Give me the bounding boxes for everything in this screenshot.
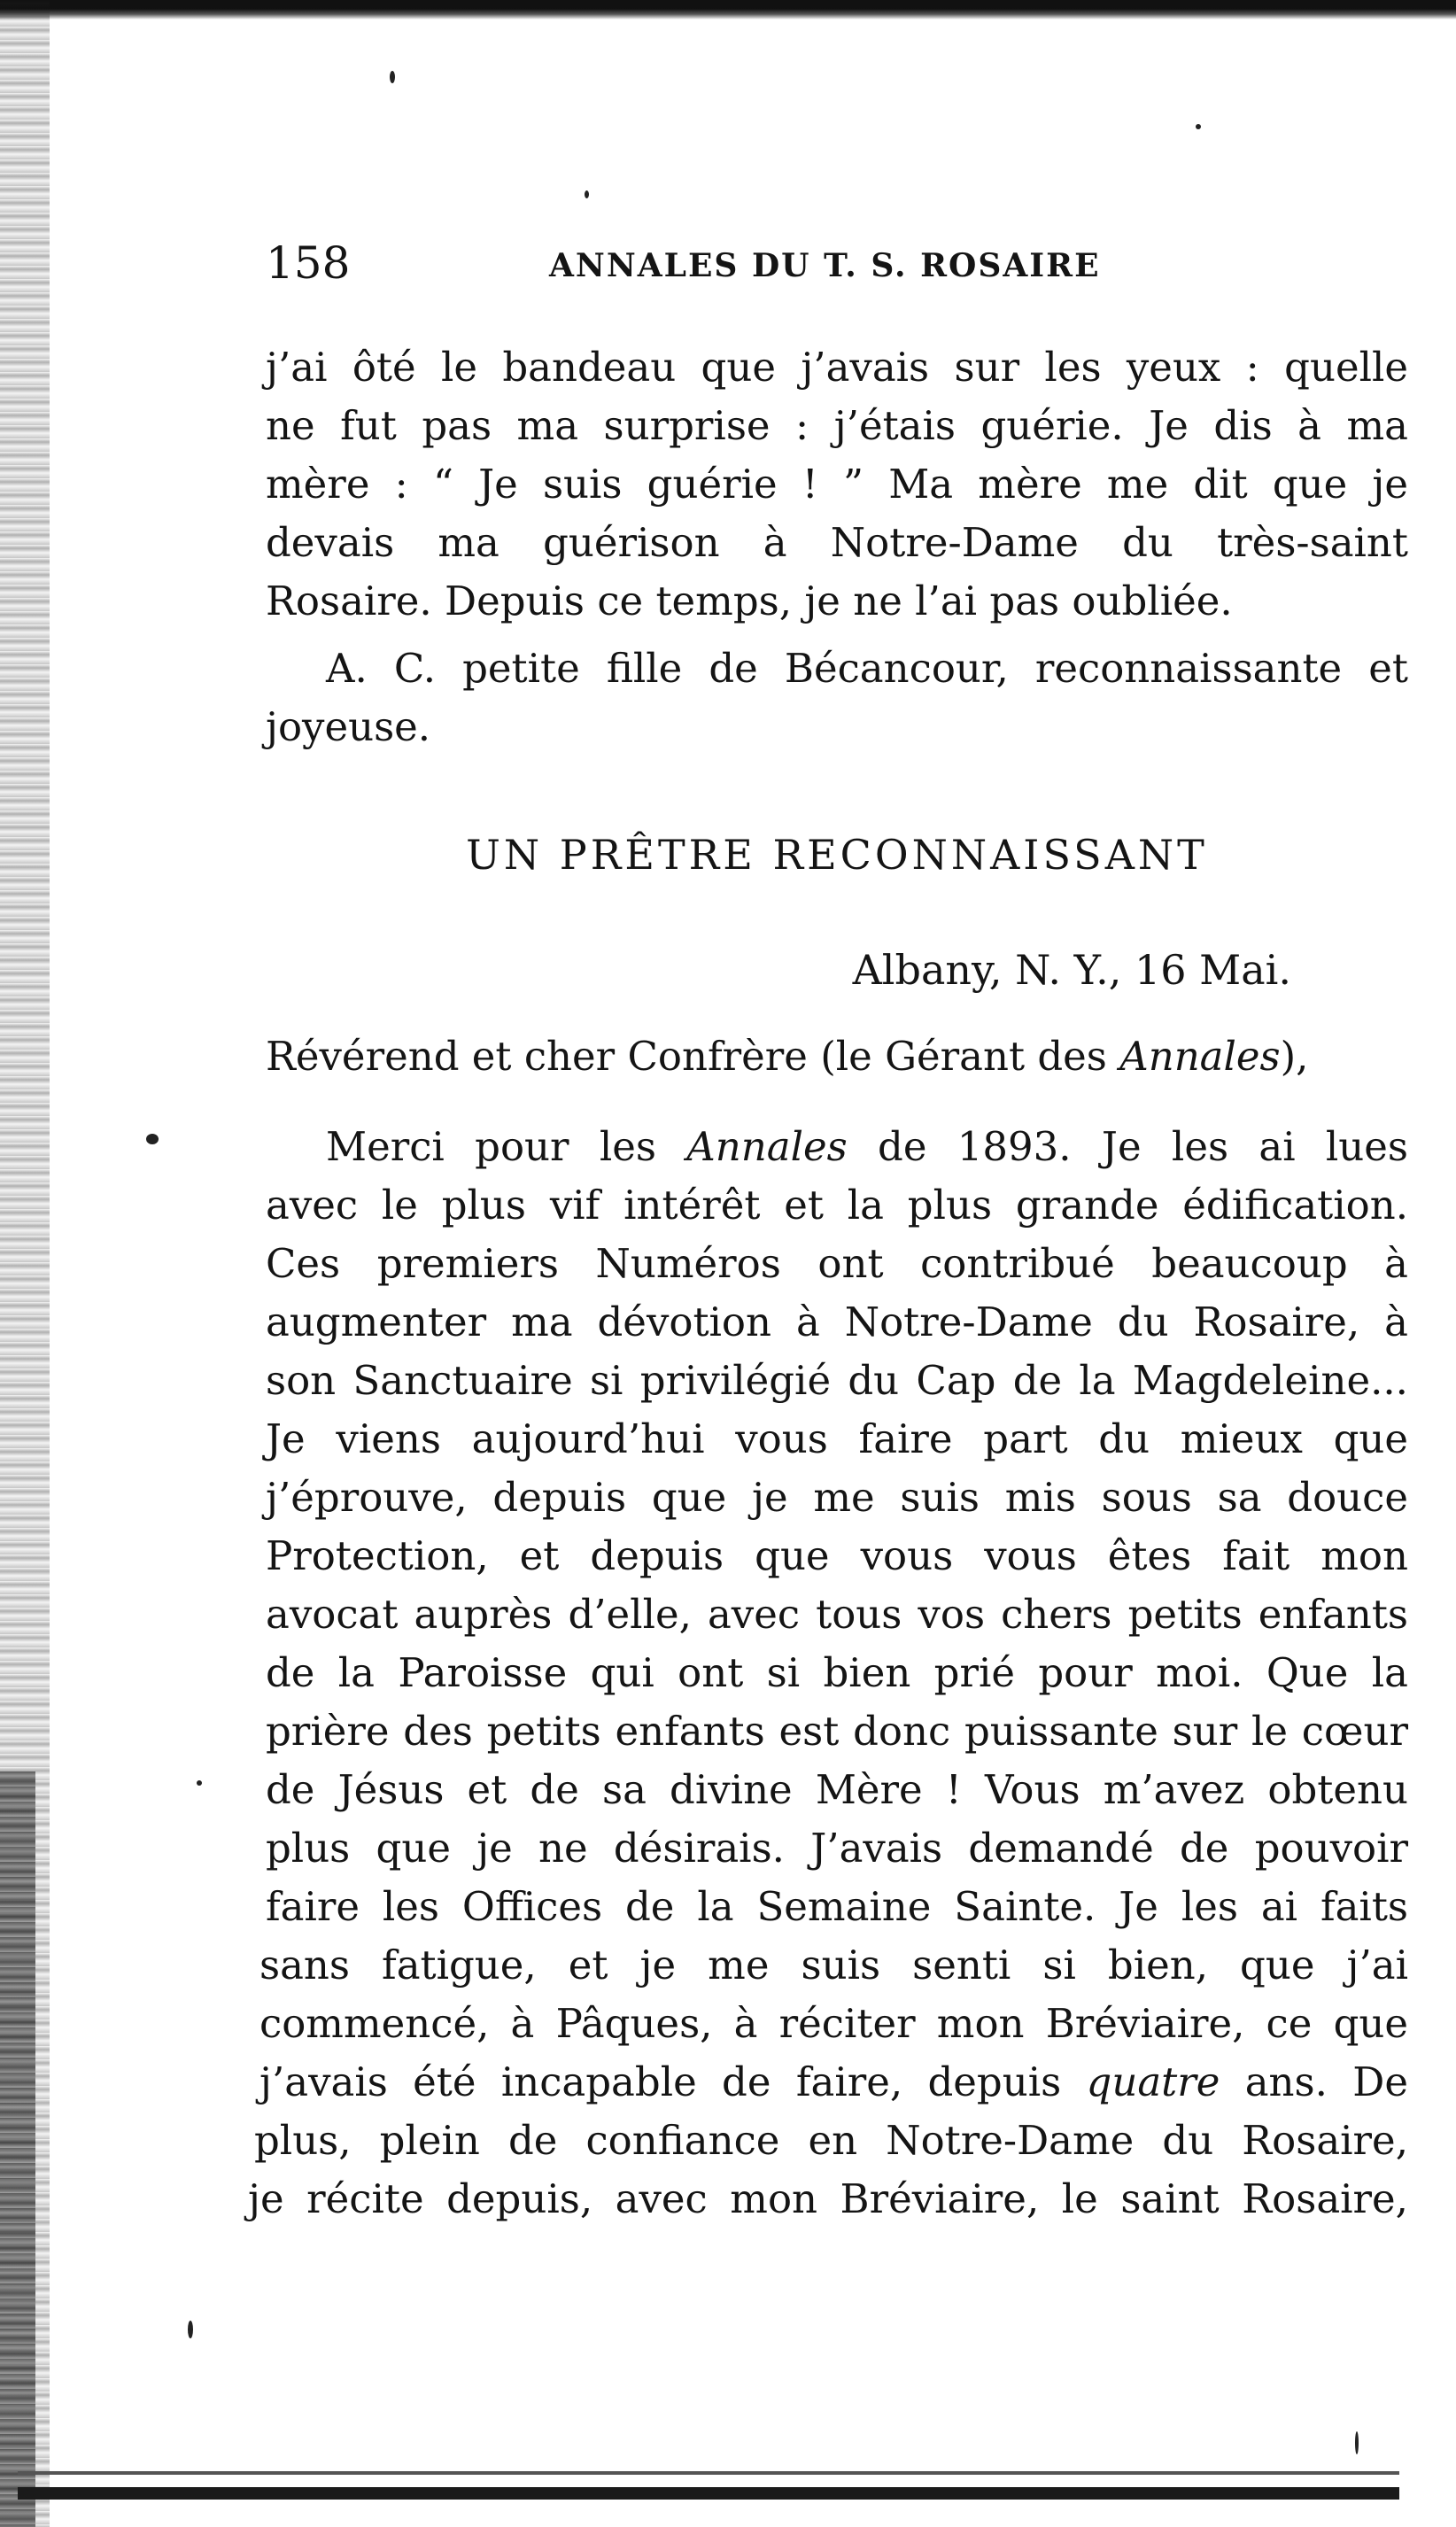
scan-bottom-edge (18, 2487, 1399, 2500)
text-segment: j’avais été incapable de faire, depuis (259, 2058, 1087, 2105)
text-line: mère : “ Je suis guérie ! ” Ma mère me dit que je (266, 461, 1408, 508)
text-line: Protection, et depuis que vous vous êtes fait mon (266, 1532, 1408, 1579)
scan-speck (1196, 124, 1201, 129)
text-italic: Annales (686, 1123, 848, 1170)
text-segment: Merci pour les (326, 1123, 687, 1170)
salutation-end: ), (1280, 1033, 1309, 1080)
text-line: j’éprouve, depuis que je me suis mis sous sa douce (266, 1474, 1408, 1521)
text-line: prière des petits enfants est donc puissante sur le cœur (266, 1708, 1408, 1755)
text-line: sans fatigue, et je me suis senti si bien, que j’ai (259, 1942, 1408, 1988)
text-line: ne fut pas ma surprise : j’étais guérie. Je dis à ma (266, 402, 1408, 449)
text-line: avocat auprès d’elle, avec tous vos chers petits enfants (266, 1591, 1408, 1638)
text-line (326, 1118, 1408, 1176)
running-title: ANNALES DU T. S. ROSAIRE (549, 247, 1101, 284)
text-line: de Jésus et de sa divine Mère ! Vous m’avez obtenu (266, 1766, 1408, 1813)
dateline: Albany, N. Y., 16 Mai. (852, 946, 1291, 994)
text-line: augmenter ma dévotion à Notre-Dame du Rosaire, à (266, 1298, 1408, 1345)
text-segment: ans. De (1220, 2058, 1408, 2105)
scan-top-edge (0, 0, 1456, 19)
text-line: plus que je ne désirais. J’avais demandé de pouvoir (266, 1825, 1408, 1872)
section-heading: UN PRÊTRE RECONNAISSANT (466, 831, 1208, 879)
page-number: 158 (266, 237, 351, 289)
text-line: avec le plus vif intérêt et la plus grande édification. (266, 1182, 1408, 1229)
text-segment: de 1893. Je les ai lues (847, 1123, 1409, 1170)
salutation-italic: Annales (1119, 1033, 1281, 1080)
text-line: Je viens aujourd’hui vous faire part du mieux que (266, 1415, 1408, 1462)
text-line: je récite depuis, avec mon Bréviaire, le saint Rosaire, (248, 2175, 1408, 2222)
scan-speck (585, 190, 589, 198)
scan-speck (146, 1134, 159, 1144)
text-line: son Sanctuaire si privilégié du Cap de la Magdeleine... (266, 1357, 1408, 1404)
signature-line: joyeuse. (266, 703, 431, 750)
scan-speck (1355, 2431, 1359, 2454)
text-line: commencé, à Pâques, à réciter mon Bréviaire, ce que (259, 2000, 1408, 2047)
scan-bottom-rule (18, 2471, 1399, 2475)
scan-speck (390, 71, 395, 83)
scan-left-edge-dark (0, 1771, 35, 2527)
text-line: faire les Offices de la Semaine Sainte. Je les ai faits (266, 1883, 1408, 1930)
text-line: Ces premiers Numéros ont contribué beaucoup à (266, 1240, 1408, 1287)
salutation (266, 1027, 1408, 1086)
running-header (266, 232, 1417, 294)
text-line: Rosaire. Depuis ce temps, je ne l’ai pas oubliée. (266, 577, 1233, 624)
text-italic: quatre (1086, 2058, 1220, 2105)
text-line: devais ma guérison à Notre-Dame du très-saint (266, 519, 1408, 566)
text-line (259, 2053, 1408, 2112)
text-line: de la Paroisse qui ont si bien prié pour moi. Que la (266, 1649, 1408, 1696)
text-line: plus, plein de confiance en Notre-Dame du Rosaire, (254, 2117, 1408, 2164)
signature-line: A. C. petite fille de Bécancour, reconnaissante et (326, 645, 1408, 692)
scan-speck (197, 1780, 202, 1786)
text-line: j’ai ôté le bandeau que j’avais sur les yeux : quelle (266, 344, 1408, 391)
scan-speck (188, 2321, 193, 2338)
salutation-text: Révérend et cher Confrère (le Gérant des (266, 1033, 1120, 1080)
